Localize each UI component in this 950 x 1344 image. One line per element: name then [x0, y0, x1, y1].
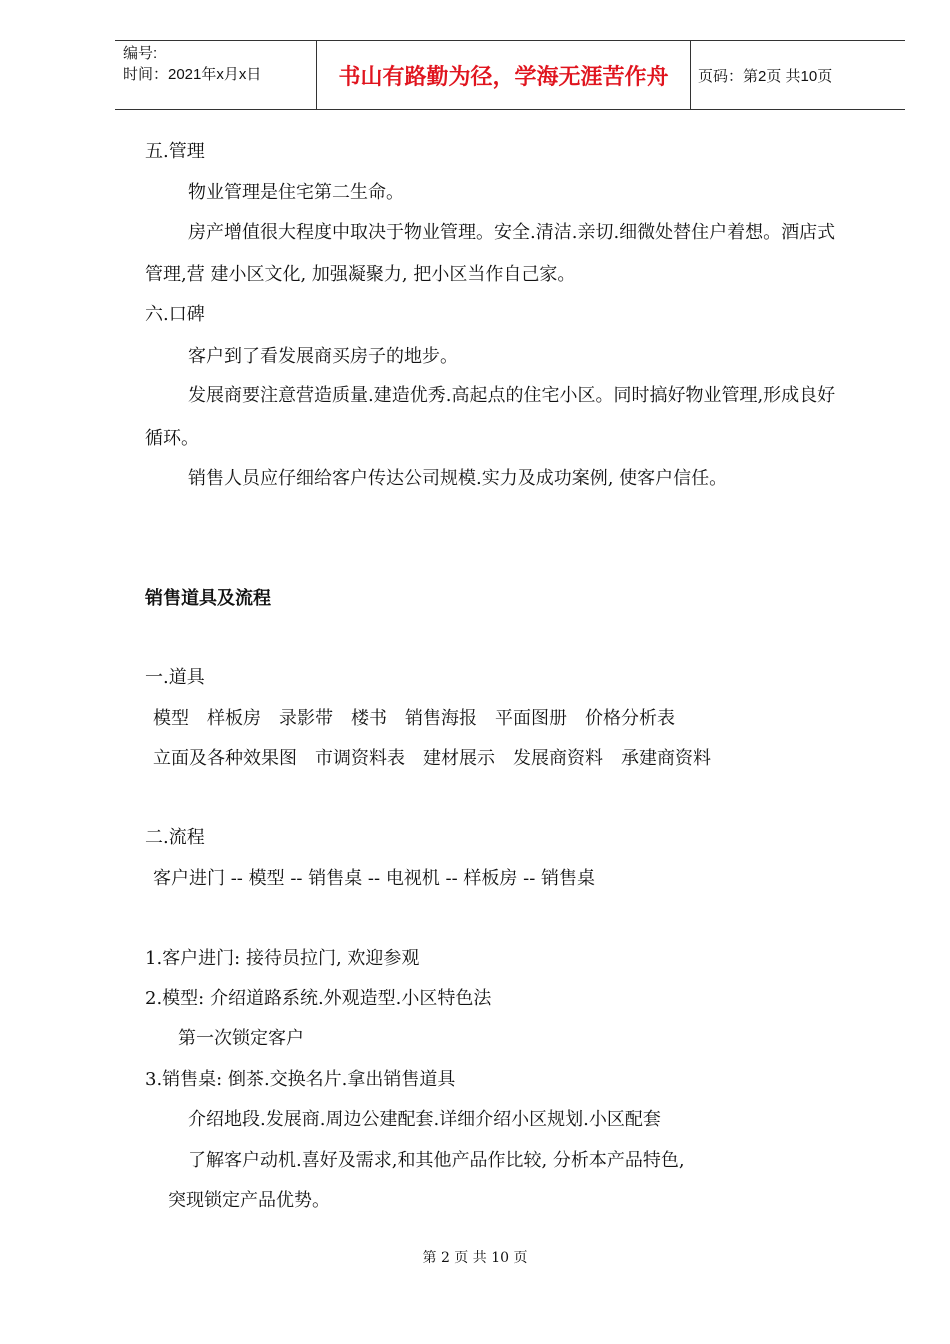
tool-item: 建材展示: [423, 748, 495, 769]
header-motto: 书山有路勤为径，学海无涯苦作舟: [316, 41, 691, 109]
page-header: [115, 40, 905, 110]
time-label: 时间：2021年x月x日: [123, 66, 262, 83]
tool-item: 录影带: [279, 708, 333, 729]
tool-item: 模型: [153, 708, 189, 729]
section5-p2a: 房产增值很大程度中取决于物业管理。安全.清洁.亲切.细微处替住户着想。酒店式: [188, 222, 836, 243]
tool-item: 楼书: [351, 708, 387, 729]
tool-item: 市调资料表: [315, 748, 405, 769]
flow-line: 客户进门 -- 模型 -- 销售桌 -- 电视机 -- 样板房 -- 销售桌: [153, 868, 596, 889]
step-3: 3.销售桌: 倒茶.交换名片.拿出销售道具: [145, 1069, 456, 1090]
tool-item: 立面及各种效果图: [153, 748, 297, 769]
section6-heading: 六.口碑: [145, 304, 205, 325]
step-3-c: 突现锁定产品优势。: [168, 1190, 330, 1211]
tools-row-1: [153, 704, 693, 730]
header-meta: [115, 41, 315, 109]
section5-p2b: 管理,营 建小区文化, 加强凝聚力, 把小区当作自己家。: [145, 264, 576, 285]
number-label: 编号:: [123, 45, 158, 62]
tool-item: 发展商资料: [513, 748, 603, 769]
section6-p2a: 发展商要注意营造质量.建造优秀.高起点的住宅小区。同时搞好物业管理,形成良好: [188, 385, 836, 406]
flow-heading: 二.流程: [145, 827, 205, 848]
page-footer: 第 2 页 共 10 页: [422, 1250, 528, 1266]
sales-title: 销售道具及流程: [145, 588, 271, 609]
tool-item: 销售海报: [405, 708, 477, 729]
header-page-label: 页码：第2页 共10页: [698, 67, 833, 85]
tool-item: 样板房: [207, 708, 261, 729]
step-2: 2.模型: 介绍道路系统.外观造型.小区特色法: [145, 988, 492, 1009]
step-3-b: 了解客户动机.喜好及需求,和其他产品作比较, 分析本产品特色,: [188, 1150, 685, 1171]
section6-p1: 客户到了看发展商买房子的地步。: [188, 346, 458, 367]
step-1: 1.客户进门: 接待员拉门, 欢迎参观: [145, 948, 420, 969]
section5-p1: 物业管理是住宅第二生命。: [188, 182, 404, 203]
tool-item: 平面图册: [495, 708, 567, 729]
step-2-note: 第一次锁定客户: [178, 1028, 304, 1049]
tool-item: 价格分析表: [585, 708, 675, 729]
section6-p3: 销售人员应仔细给客户传达公司规模.实力及成功案例, 使客户信任。: [188, 468, 728, 489]
section6-p2b: 循环。: [145, 428, 199, 449]
tools-row-2: [153, 744, 729, 770]
tools-heading: 一.道具: [145, 667, 205, 688]
tool-item: 承建商资料: [621, 748, 711, 769]
step-3-a: 介绍地段.发展商.周边公建配套.详细介绍小区规划.小区配套: [188, 1109, 661, 1130]
section5-heading: 五.管理: [145, 141, 205, 162]
